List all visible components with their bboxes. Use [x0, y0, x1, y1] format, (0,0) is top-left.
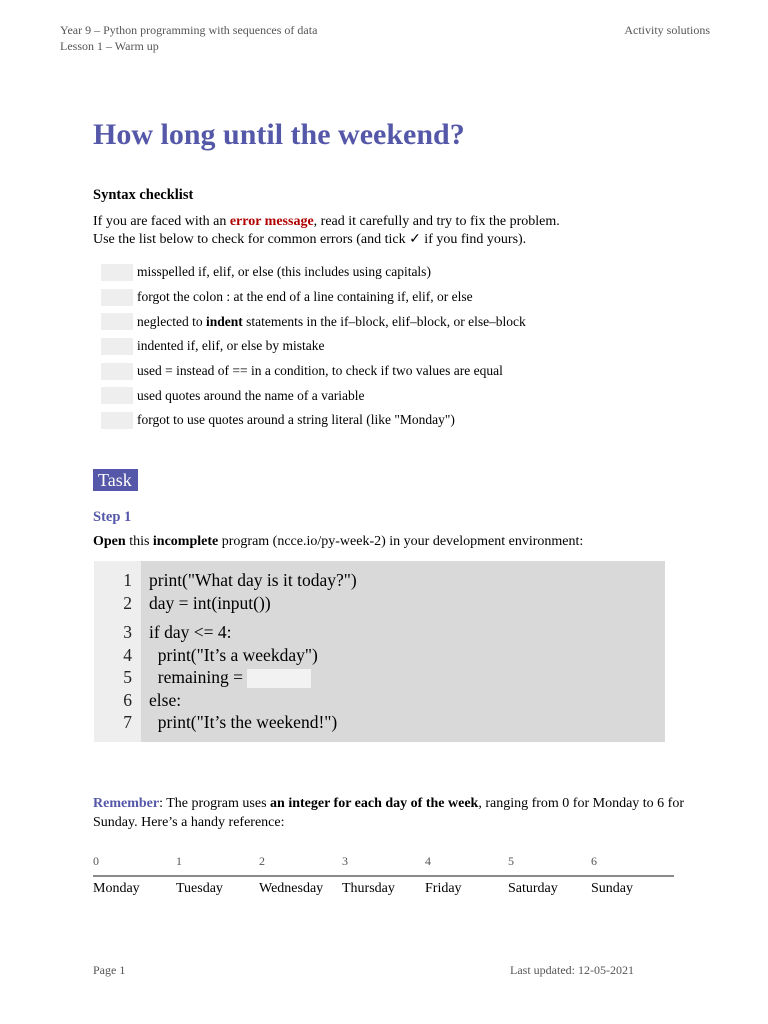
syntax-checklist: [101, 260, 526, 433]
day-name: Friday: [425, 881, 462, 896]
day-name-row: [93, 877, 674, 897]
line-number: 3: [123, 622, 132, 642]
instruction-rest: program (ncce.io/py-week-2) in your development environment:: [218, 534, 584, 549]
tick-box[interactable]: [101, 264, 133, 281]
task-heading: Task: [93, 469, 138, 491]
checklist-item: [101, 408, 526, 433]
day-number-row: [93, 854, 674, 874]
indent-keyword: indent: [205, 313, 243, 329]
day-number: 4: [425, 854, 431, 868]
open-keyword: Open: [93, 534, 126, 549]
error-message-highlight: error message: [229, 214, 314, 229]
checklist-item-label: forgot to use quotes around a string literal (like "Monday"): [137, 412, 455, 428]
code-line: day = int(input()): [149, 592, 271, 613]
line-number: 5: [123, 667, 132, 687]
step-1-heading: Step 1: [93, 509, 132, 525]
line-number-gutter: [94, 561, 141, 742]
incomplete-keyword: incomplete: [152, 534, 219, 549]
instruction-mid: this: [125, 534, 153, 549]
day-name: Wednesday: [259, 881, 324, 896]
checklist-item: [101, 285, 526, 310]
code-body: [141, 561, 665, 742]
document-header: [60, 22, 317, 54]
tick-box[interactable]: [101, 338, 133, 355]
tick-box[interactable]: [101, 412, 133, 429]
page-number: Page 1: [93, 963, 126, 977]
fill-in-blank[interactable]: [247, 669, 311, 688]
checklist-item-label: [137, 314, 526, 330]
day-reference-table: [93, 854, 674, 897]
header-course: Year 9 – Python programming with sequences of data: [60, 23, 318, 37]
checklist-item: [101, 359, 526, 384]
day-name: Sunday: [591, 881, 633, 896]
checklist-item-label: used = instead of == in a condition, to check if two values are equal: [137, 363, 503, 379]
intro-text-post: , read it carefully and try to fix the problem.: [313, 214, 560, 229]
syntax-intro: [93, 213, 560, 249]
checklist-item-label: misspelled if, elif, or else (this includes using capitals): [137, 264, 431, 280]
intro-text-line2: Use the list below to check for common errors (and tick ✓ if you find yours).: [93, 232, 527, 247]
remember-note: [93, 794, 693, 832]
checklist-item-label-pre: neglected to: [137, 313, 206, 329]
day-number: 5: [508, 854, 514, 868]
day-number: 1: [176, 854, 182, 868]
checklist-item: [101, 260, 526, 285]
tick-box[interactable]: [101, 387, 133, 404]
code-listing: [94, 561, 665, 742]
checklist-item-label: indented if, elif, or else by mistake: [137, 338, 325, 354]
code-line: print("What day is it today?"): [149, 570, 357, 590]
checklist-item-label: forgot the colon : at the end of a line containing if, elif, or else: [137, 289, 473, 305]
header-doc-type: Activity solutions: [624, 23, 710, 37]
last-updated: Last updated: 12-05-2021: [510, 963, 634, 977]
checklist-item: [101, 334, 526, 359]
line-number: 7: [123, 712, 132, 732]
day-number: 6: [591, 854, 597, 868]
step-1-instruction: [93, 534, 583, 550]
page-title: How long until the weekend?: [93, 118, 465, 151]
code-line: print("It’s a weekday"): [149, 644, 318, 665]
code-line-text: remaining =: [149, 667, 248, 687]
intro-text-pre: If you are faced with an: [93, 214, 230, 229]
day-name: Saturday: [508, 881, 558, 896]
line-number: 2: [123, 592, 132, 613]
remember-pre: : The program uses: [159, 796, 271, 811]
checklist-item-label-post: statements in the if–block, elif–block, or else–block: [242, 313, 526, 329]
code-line: else:: [149, 689, 182, 710]
syntax-checklist-heading: Syntax checklist: [93, 187, 194, 203]
code-line: [149, 666, 665, 689]
day-name: Thursday: [342, 881, 395, 896]
tick-box[interactable]: [101, 313, 133, 330]
line-number: 4: [123, 644, 132, 665]
remember-bold: an integer for each day of the week: [270, 796, 479, 811]
remember-label: Remember: [93, 796, 160, 811]
remember-post: , ranging from 0 for Monday to 6 for Sunday. Here’s a handy reference:: [93, 796, 685, 830]
day-name: Monday: [93, 881, 140, 896]
day-number: 2: [259, 854, 265, 868]
code-line: if day <= 4:: [149, 622, 232, 642]
header-lesson: Lesson 1 – Warm up: [60, 39, 159, 53]
day-number: 0: [93, 854, 99, 868]
line-number: 6: [123, 689, 132, 710]
line-number: 1: [123, 570, 132, 590]
day-name: Tuesday: [176, 881, 223, 896]
tick-box[interactable]: [101, 363, 133, 380]
checklist-item: [101, 309, 526, 334]
checklist-item: [101, 383, 526, 408]
code-line: print("It’s the weekend!"): [149, 712, 338, 732]
day-number: 3: [342, 854, 348, 868]
checklist-item-label: used quotes around the name of a variable: [137, 387, 365, 403]
tick-box[interactable]: [101, 289, 133, 306]
